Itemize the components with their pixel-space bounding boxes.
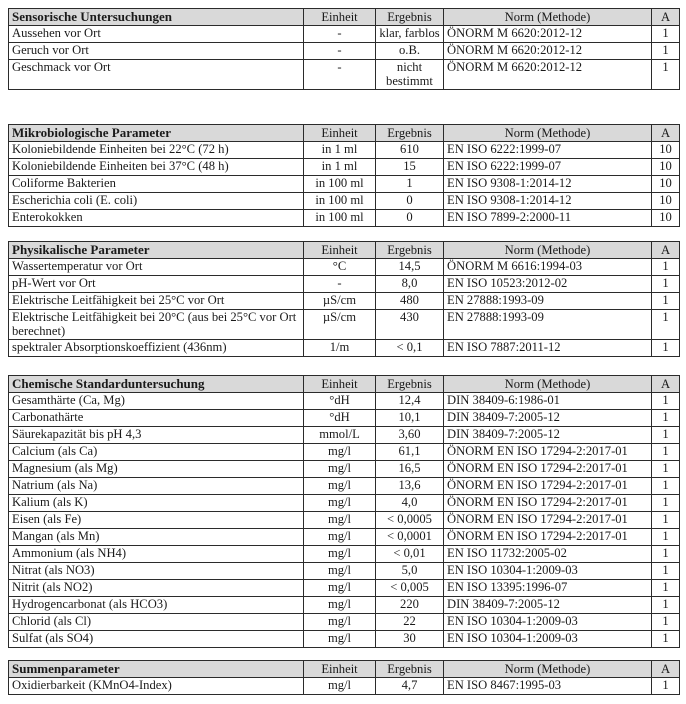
param-cell: Sulfat (als SO4) [9, 631, 304, 648]
a-cell: 1 [652, 310, 680, 340]
a-cell: 1 [652, 43, 680, 60]
param-cell: Coliforme Bakterien [9, 176, 304, 193]
section-title: Mikrobiologische Parameter [9, 125, 304, 142]
unit-cell: mg/l [304, 478, 376, 495]
result-cell: 1 [376, 176, 444, 193]
result-cell: 430 [376, 310, 444, 340]
unit-cell: µS/cm [304, 310, 376, 340]
header-a: A [652, 242, 680, 259]
norm-cell: DIN 38409-7:2005-12 [444, 410, 652, 427]
table-mikrobiologische-parameter [8, 124, 680, 227]
param-cell: Wassertemperatur vor Ort [9, 259, 304, 276]
norm-cell: ÖNORM EN ISO 17294-2:2017-01 [444, 444, 652, 461]
table-row [9, 410, 680, 427]
unit-cell: °C [304, 259, 376, 276]
param-cell: Oxidierbarkeit (KMnO4-Index) [9, 678, 304, 695]
table-row [9, 26, 680, 43]
norm-cell: EN ISO 7887:2011-12 [444, 339, 652, 356]
a-cell: 10 [652, 210, 680, 227]
result-cell: 8,0 [376, 276, 444, 293]
table-header-row [9, 125, 680, 142]
unit-cell: - [304, 276, 376, 293]
norm-cell: ÖNORM EN ISO 17294-2:2017-01 [444, 495, 652, 512]
result-cell: 15 [376, 159, 444, 176]
a-cell: 1 [652, 580, 680, 597]
a-cell: 1 [652, 678, 680, 695]
a-cell: 1 [652, 339, 680, 356]
unit-cell: in 1 ml [304, 142, 376, 159]
result-cell: 4,0 [376, 495, 444, 512]
unit-cell: - [304, 60, 376, 90]
unit-cell: mg/l [304, 614, 376, 631]
result-cell: 4,7 [376, 678, 444, 695]
result-cell: 10,1 [376, 410, 444, 427]
table-row [9, 339, 680, 356]
unit-cell: mg/l [304, 444, 376, 461]
unit-cell: mmol/L [304, 427, 376, 444]
table-row [9, 461, 680, 478]
unit-cell: 1/m [304, 339, 376, 356]
a-cell: 1 [652, 60, 680, 90]
section-title: Sensorische Untersuchungen [9, 9, 304, 26]
header-result: Ergebnis [376, 9, 444, 26]
header-a: A [652, 661, 680, 678]
a-cell: 10 [652, 159, 680, 176]
header-norm: Norm (Methode) [444, 242, 652, 259]
param-cell: spektraler Absorptionskoeffizient (436nm) [9, 339, 304, 356]
header-a: A [652, 376, 680, 393]
table-row [9, 678, 680, 695]
table-header-row [9, 9, 680, 26]
unit-cell: mg/l [304, 461, 376, 478]
header-result: Ergebnis [376, 242, 444, 259]
norm-cell: EN ISO 11732:2005-02 [444, 546, 652, 563]
table-row [9, 310, 680, 340]
result-cell: 220 [376, 597, 444, 614]
param-cell: Nitrat (als NO3) [9, 563, 304, 580]
header-unit: Einheit [304, 376, 376, 393]
param-cell: Nitrit (als NO2) [9, 580, 304, 597]
param-cell: Ammonium (als NH4) [9, 546, 304, 563]
table-row [9, 142, 680, 159]
unit-cell: in 100 ml [304, 193, 376, 210]
param-cell: Säurekapazität bis pH 4,3 [9, 427, 304, 444]
norm-cell: EN ISO 10304-1:2009-03 [444, 614, 652, 631]
param-cell: Gesamthärte (Ca, Mg) [9, 393, 304, 410]
result-cell: < 0,005 [376, 580, 444, 597]
table-row [9, 176, 680, 193]
norm-cell: ÖNORM M 6620:2012-12 [444, 26, 652, 43]
a-cell: 10 [652, 193, 680, 210]
result-cell: 61,1 [376, 444, 444, 461]
unit-cell: mg/l [304, 597, 376, 614]
result-cell: 14,5 [376, 259, 444, 276]
header-unit: Einheit [304, 242, 376, 259]
header-unit: Einheit [304, 9, 376, 26]
table-row [9, 210, 680, 227]
result-cell: 13,6 [376, 478, 444, 495]
unit-cell: mg/l [304, 512, 376, 529]
result-cell: < 0,0005 [376, 512, 444, 529]
norm-cell: ÖNORM M 6620:2012-12 [444, 43, 652, 60]
header-a: A [652, 9, 680, 26]
table-physikalische-parameter [8, 241, 680, 357]
table-row [9, 427, 680, 444]
norm-cell: EN ISO 13395:1996-07 [444, 580, 652, 597]
norm-cell: EN ISO 10304-1:2009-03 [444, 631, 652, 648]
result-cell: 22 [376, 614, 444, 631]
table-row [9, 43, 680, 60]
table-row [9, 614, 680, 631]
unit-cell: µS/cm [304, 293, 376, 310]
table-summenparameter [8, 660, 680, 695]
table-row [9, 580, 680, 597]
norm-cell: EN 27888:1993-09 [444, 293, 652, 310]
param-cell: Carbonathärte [9, 410, 304, 427]
table-row [9, 193, 680, 210]
table-row [9, 478, 680, 495]
param-cell: Geschmack vor Ort [9, 60, 304, 90]
a-cell: 1 [652, 276, 680, 293]
a-cell: 10 [652, 142, 680, 159]
result-cell: o.B. [376, 43, 444, 60]
unit-cell: mg/l [304, 563, 376, 580]
unit-cell: in 1 ml [304, 159, 376, 176]
section-title: Chemische Standarduntersuchung [9, 376, 304, 393]
unit-cell: - [304, 26, 376, 43]
a-cell: 1 [652, 478, 680, 495]
header-norm: Norm (Methode) [444, 376, 652, 393]
result-cell: nicht bestimmt [376, 60, 444, 90]
result-cell: 0 [376, 210, 444, 227]
param-cell: Kalium (als K) [9, 495, 304, 512]
table-row [9, 529, 680, 546]
section-title: Summenparameter [9, 661, 304, 678]
param-cell: Hydrogencarbonat (als HCO3) [9, 597, 304, 614]
a-cell: 1 [652, 393, 680, 410]
norm-cell: ÖNORM EN ISO 17294-2:2017-01 [444, 478, 652, 495]
a-cell: 1 [652, 529, 680, 546]
norm-cell: ÖNORM M 6616:1994-03 [444, 259, 652, 276]
a-cell: 1 [652, 444, 680, 461]
a-cell: 1 [652, 410, 680, 427]
param-cell: Eisen (als Fe) [9, 512, 304, 529]
unit-cell: °dH [304, 410, 376, 427]
table-row [9, 546, 680, 563]
table-sensorische-untersuchungen [8, 8, 680, 90]
table-row [9, 631, 680, 648]
table-row [9, 495, 680, 512]
param-cell: Magnesium (als Mg) [9, 461, 304, 478]
a-cell: 1 [652, 563, 680, 580]
header-a: A [652, 125, 680, 142]
param-cell: Mangan (als Mn) [9, 529, 304, 546]
header-unit: Einheit [304, 661, 376, 678]
header-norm: Norm (Methode) [444, 125, 652, 142]
section-title: Physikalische Parameter [9, 242, 304, 259]
unit-cell: mg/l [304, 546, 376, 563]
a-cell: 1 [652, 512, 680, 529]
result-cell: 480 [376, 293, 444, 310]
param-cell: Aussehen vor Ort [9, 26, 304, 43]
table-row [9, 259, 680, 276]
table-row [9, 512, 680, 529]
a-cell: 1 [652, 597, 680, 614]
norm-cell: EN ISO 8467:1995-03 [444, 678, 652, 695]
result-cell: < 0,01 [376, 546, 444, 563]
norm-cell: ÖNORM M 6620:2012-12 [444, 60, 652, 90]
table-row [9, 159, 680, 176]
header-result: Ergebnis [376, 661, 444, 678]
result-cell: 30 [376, 631, 444, 648]
result-cell: 3,60 [376, 427, 444, 444]
result-cell: 610 [376, 142, 444, 159]
table-header-row [9, 661, 680, 678]
unit-cell: mg/l [304, 495, 376, 512]
result-cell: < 0,0001 [376, 529, 444, 546]
unit-cell: mg/l [304, 678, 376, 695]
norm-cell: EN ISO 6222:1999-07 [444, 142, 652, 159]
result-cell: 16,5 [376, 461, 444, 478]
unit-cell: in 100 ml [304, 210, 376, 227]
norm-cell: ÖNORM EN ISO 17294-2:2017-01 [444, 529, 652, 546]
norm-cell: DIN 38409-7:2005-12 [444, 597, 652, 614]
norm-cell: EN ISO 9308-1:2014-12 [444, 193, 652, 210]
unit-cell: mg/l [304, 631, 376, 648]
table-row [9, 293, 680, 310]
param-cell: Escherichia coli (E. coli) [9, 193, 304, 210]
a-cell: 1 [652, 259, 680, 276]
unit-cell: - [304, 43, 376, 60]
header-result: Ergebnis [376, 376, 444, 393]
a-cell: 1 [652, 631, 680, 648]
unit-cell: mg/l [304, 580, 376, 597]
unit-cell: in 100 ml [304, 176, 376, 193]
result-cell: < 0,1 [376, 339, 444, 356]
norm-cell: EN ISO 10523:2012-02 [444, 276, 652, 293]
table-header-row [9, 376, 680, 393]
param-cell: Chlorid (als Cl) [9, 614, 304, 631]
norm-cell: EN 27888:1993-09 [444, 310, 652, 340]
norm-cell: EN ISO 9308-1:2014-12 [444, 176, 652, 193]
unit-cell: °dH [304, 393, 376, 410]
unit-cell: mg/l [304, 529, 376, 546]
param-cell: Elektrische Leitfähigkeit bei 25°C vor Ort [9, 293, 304, 310]
a-cell: 1 [652, 614, 680, 631]
param-cell: Natrium (als Na) [9, 478, 304, 495]
table-row [9, 276, 680, 293]
header-norm: Norm (Methode) [444, 9, 652, 26]
a-cell: 1 [652, 495, 680, 512]
param-cell: Koloniebildende Einheiten bei 22°C (72 h) [9, 142, 304, 159]
result-cell: 0 [376, 193, 444, 210]
norm-cell: ÖNORM EN ISO 17294-2:2017-01 [444, 512, 652, 529]
param-cell: pH-Wert vor Ort [9, 276, 304, 293]
param-cell: Elektrische Leitfähigkeit bei 20°C (aus bei 25°C vor Ort berechnet) [9, 310, 304, 340]
param-cell: Enterokokken [9, 210, 304, 227]
header-norm: Norm (Methode) [444, 661, 652, 678]
table-row [9, 60, 680, 90]
norm-cell: EN ISO 10304-1:2009-03 [444, 563, 652, 580]
a-cell: 10 [652, 176, 680, 193]
a-cell: 1 [652, 293, 680, 310]
table-row [9, 444, 680, 461]
header-result: Ergebnis [376, 125, 444, 142]
table-row [9, 563, 680, 580]
norm-cell: DIN 38409-7:2005-12 [444, 427, 652, 444]
table-header-row [9, 242, 680, 259]
table-chemische-standarduntersuchung [8, 375, 680, 648]
result-cell: klar, farblos [376, 26, 444, 43]
a-cell: 1 [652, 461, 680, 478]
norm-cell: EN ISO 6222:1999-07 [444, 159, 652, 176]
param-cell: Geruch vor Ort [9, 43, 304, 60]
header-unit: Einheit [304, 125, 376, 142]
table-row [9, 597, 680, 614]
norm-cell: ÖNORM EN ISO 17294-2:2017-01 [444, 461, 652, 478]
norm-cell: DIN 38409-6:1986-01 [444, 393, 652, 410]
a-cell: 1 [652, 26, 680, 43]
a-cell: 1 [652, 546, 680, 563]
norm-cell: EN ISO 7899-2:2000-11 [444, 210, 652, 227]
param-cell: Koloniebildende Einheiten bei 37°C (48 h) [9, 159, 304, 176]
param-cell: Calcium (als Ca) [9, 444, 304, 461]
a-cell: 1 [652, 427, 680, 444]
table-row [9, 393, 680, 410]
result-cell: 5,0 [376, 563, 444, 580]
result-cell: 12,4 [376, 393, 444, 410]
